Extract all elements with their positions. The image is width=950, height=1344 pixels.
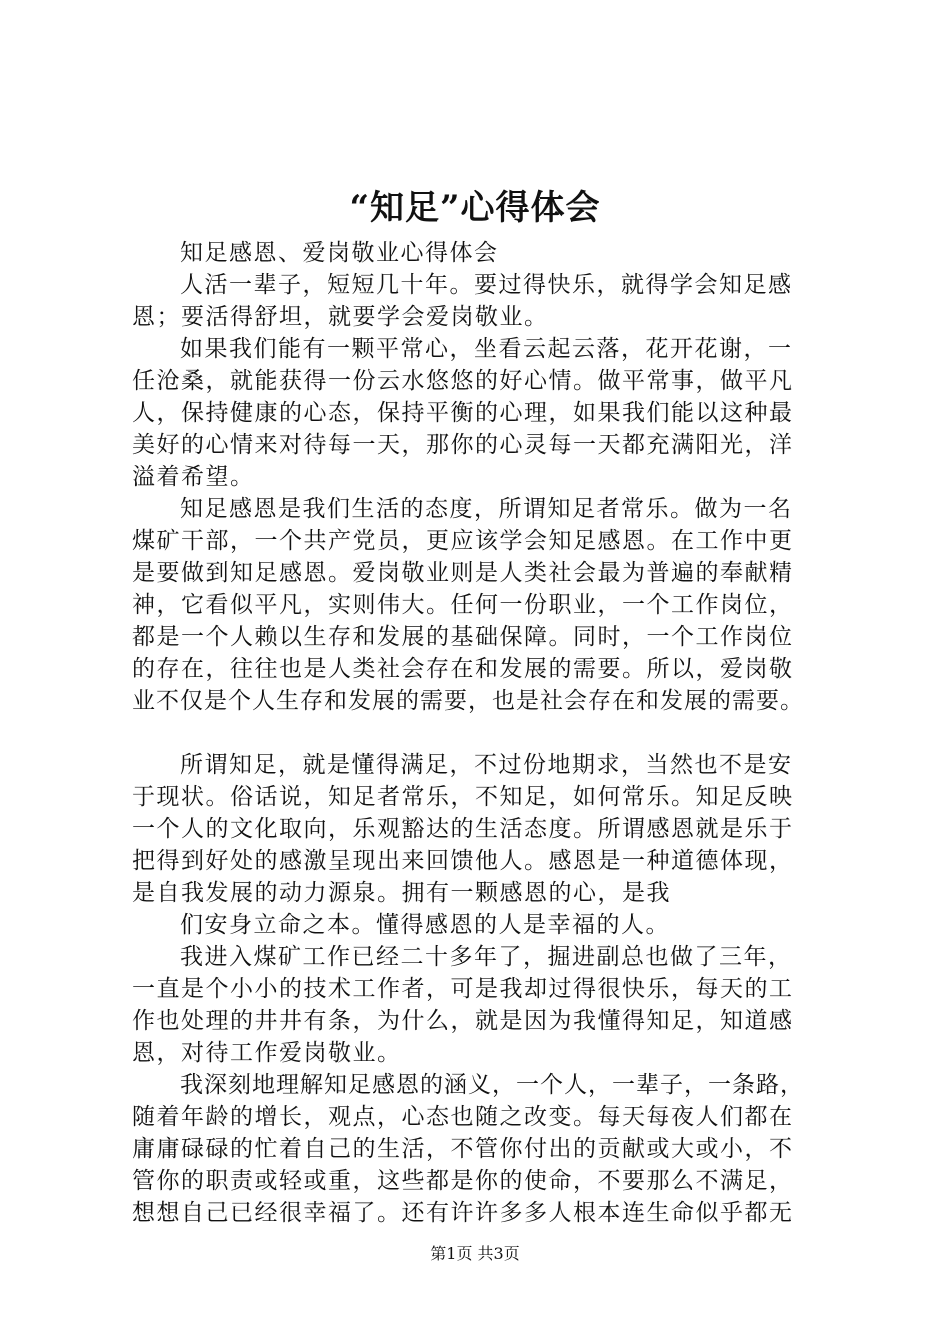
body-line: 恩；要活得舒坦，就要学会爱岗敬业。 [132,304,549,330]
body-line: 是自我发展的动力源泉。拥有一颗感恩的心，是我 [132,880,671,906]
body-line: 随着年龄的增长，观点，心态也随之改变。每天每夜人们都在 [132,1104,794,1130]
body-line: 我进入煤矿工作已经二十多年了，掘进副总也做了三年， [180,944,793,970]
body-line: 一直是个小小的技术工作者，可是我却过得很快乐，每天的工 [132,976,794,1002]
body-line: 我深刻地理解知足感恩的涵义，一个人，一辈子，一条路， [180,1072,804,1098]
body-line: 美好的心情来对待每一天，那你的心灵每一天都充满阳光，洋 [132,432,794,458]
page-footer: 第1页 共3页 [430,1244,520,1263]
body-line: 业不仅是个人生存和发展的需要，也是社会存在和发展的需要。 [132,688,804,714]
body-line: 知足感恩、爱岗敬业心得体会 [180,240,499,266]
body-line: 如果我们能有一颗平常心，坐看云起云落，花开花谢，一 [180,336,793,362]
body-line: 溢着希望。 [132,464,255,490]
document-title: “知足”心得体会 [349,188,601,228]
body-line: 管你的职责或轻或重，这些都是你的使命，不要那么不满足， [132,1168,794,1194]
body-line: 所谓知足，就是懂得满足，不过份地期求，当然也不是安 [180,752,793,778]
body-line: 把得到好处的感激呈现出来回馈他人。感恩是一种道德体现， [132,848,794,874]
body-line: 恩，对待工作爱岗敬业。 [132,1040,402,1066]
body-line: 煤矿干部，一个共产党员，更应该学会知足感恩。在工作中更 [132,528,794,554]
body-line: 神，它看似平凡，实则伟大。任何一份职业，一个工作岗位， [132,592,794,618]
body-line: 人活一辈子，短短几十年。要过得快乐，就得学会知足感 [180,272,793,298]
body-line: 都是一个人赖以生存和发展的基础保障。同时，一个工作岗位 [132,624,794,650]
body-line: 的存在，往往也是人类社会存在和发展的需要。所以，爱岗敬 [132,656,794,682]
body-line: 于现状。俗话说，知足者常乐，不知足，如何常乐。知足反映 [132,784,794,810]
body-line: 们安身立命之本。懂得感恩的人是幸福的人。 [180,912,670,938]
body-line: 任沧桑，就能获得一份云水悠悠的好心情。做平常事，做平凡 [132,368,794,394]
body-line: 想想自己已经很幸福了。还有许许多多人根本连生命似乎都无 [132,1200,794,1226]
body-line: 知足感恩是我们生活的态度，所谓知足者常乐。做为一名 [180,496,793,522]
body-line: 是要做到知足感恩。爱岗敬业则是人类社会最为普遍的奉献精 [132,560,794,586]
body-line: 作也处理的井井有条，为什么，就是因为我懂得知足，知道感 [132,1008,794,1034]
body-line: 人，保持健康的心态，保持平衡的心理，如果我们能以这种最 [132,400,794,426]
body-line: 庸庸碌碌的忙着自己的生活，不管你付出的贡献或大或小，不 [132,1136,794,1162]
body-line: 一个人的文化取向，乐观豁达的生活态度。所谓感恩就是乐于 [132,816,794,842]
